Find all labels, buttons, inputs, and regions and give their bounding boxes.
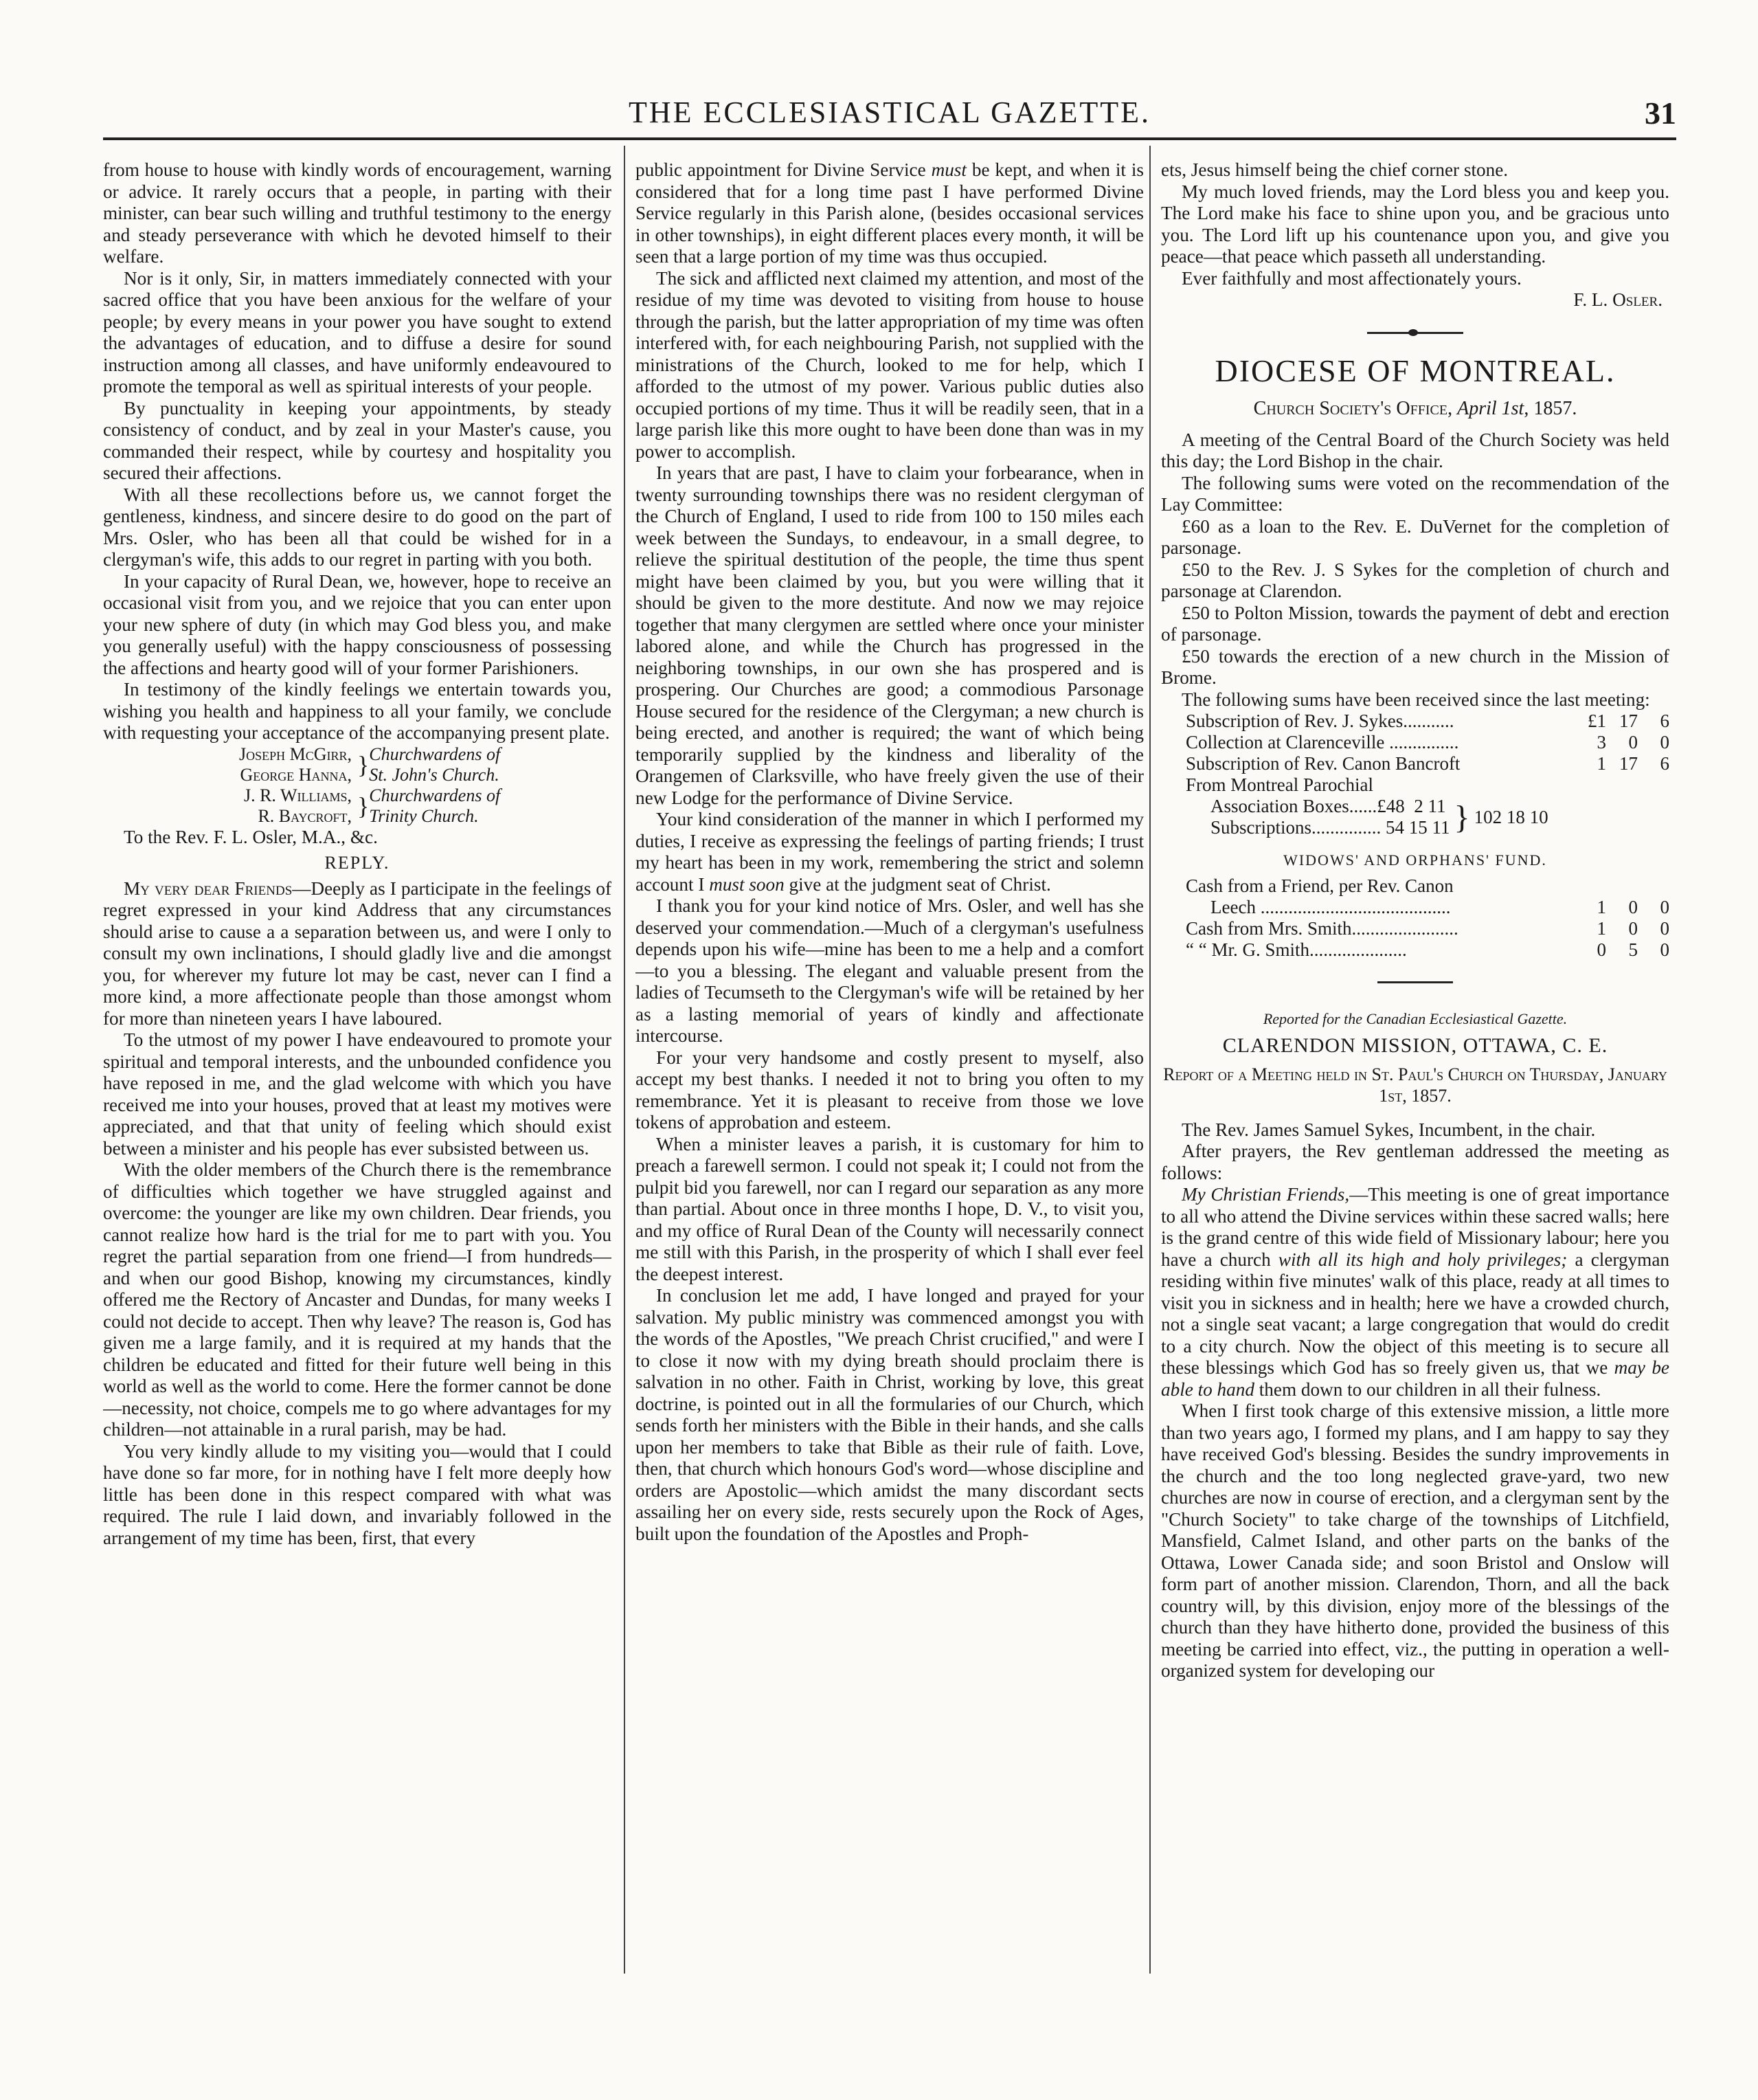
paragraph (1161, 1184, 1669, 1400)
pence: 6 (1660, 711, 1669, 731)
paragraph: I thank you for your kind notice of Mrs. Osler, and well has she deserved your commendation.—Much of a clergyman's usefulness depends upon his wife—mine has been to me a help and a comfort—to you a blessing. The elegant and valuable present from the ladies of Tecumseth to the Clergyman's wife will be retained by her as a lasting memorial of years of kindly and affectionate intercourse. (635, 895, 1144, 1046)
brace: } (357, 792, 370, 820)
paragraph: In years that are past, I have to claim your forbearance, when in twenty surrounding townships there was no resident clergyman of the Church of England, I used to ride from 100 to 150 miles each week between the Sundays, to endeavour, in a small degree, to relieve the spiritual destitution of the people, the time thus spent might have been claimed by you, but you were willing that it should be given to the more destitute. And now we may rejoice together that many clergymen are settled where once your minister labored alone, and while the Church has progressed in the neighboring townships, in our own she has prospered and is prospering. Our Churches are good; a commodious Parsonage House secured for the residence of the Clergyman; a new church is being erected, and another is required; the want of which being temporarily supplied by the kindness and liberality of the Orangemen of Clarksville, who have freely given the use of their new Lodge for the performance of Divine Service. (635, 462, 1144, 808)
text: —This meeting is one of great importance to all who attend the Divine services within these sacred walls; here is the grand centre of this wide field of Missionary labour; here you have a church (1161, 1184, 1669, 1270)
paragraph: A meeting of the Central Board of the Church Society was held this day; the Lord Bishop in the chair. (1161, 429, 1669, 471)
receipt-label: Association Boxes......£48 (1210, 796, 1405, 816)
pence: 0 (1660, 896, 1669, 917)
table-row (1161, 711, 1669, 732)
paragraph: The following sums have been received since the last meeting: (1182, 689, 1650, 710)
signatory-role: Churchwardens of (369, 785, 501, 805)
section-heading: DIOCESE OF MONTREAL. (1215, 353, 1616, 388)
paragraph: When I first took charge of this extensive mission, a little more than two years ago, I formed my plans, and I am happy to say they have received God's blessing. Besides the sundry improvements in the church and the too long neglected grave-yard, two new churches are now in course of erection, and a clergyman sent by the "Church Society" to take charge of the townships of Litchfield, Mansfield, Calmet Island, and other parts on the banks of the Ottawa, Lower Canada side; and soon Bristol and Onslow will form part of another mission. Clarendon, Thorn, and all the back country will, by this division, enjoy more of the blessings of the church than they have hitherto done, provided the business of this meeting be carried into effect, viz., the putting in operation a well-organized system for developing our (1161, 1400, 1669, 1681)
shillings: 17 (1619, 711, 1638, 731)
signatory-role: Churchwardens of (369, 744, 501, 764)
paragraph (103, 878, 611, 1030)
receipt-label: Collection at Clarenceville ............... (1186, 732, 1459, 752)
report-subheading: Report of a Meeting held in St. Paul's Church on Thursday, January 1st, 1857. (1163, 1064, 1667, 1106)
paragraph: In your capacity of Rural Dean, we, however, hope to receive an occasional visit from you, and we rejoice that you can enter upon your new sphere of duty (in which may God bless you, and make you generally useful) with the happy consciousness of possessing the affections and hearty good will of your former Parishioners. (103, 570, 611, 678)
paragraph: My much loved friends, may the Lord bless you and keep you. The Lord make his face to shine upon you, and be gracious unto you. The Lord lift up his countenance upon you, and give you peace—that peace which passeth all understanding. (1161, 181, 1669, 267)
dateline-office: Church Society's Office, (1253, 398, 1458, 419)
emphasis: may be able to hand (1161, 1357, 1669, 1400)
column-3 (1161, 159, 1669, 1974)
pounds: 0 (1597, 939, 1606, 960)
receipt-label: Cash from Mrs. Smith....................... (1186, 917, 1458, 939)
pence: 0 (1660, 732, 1669, 752)
brace: } (1454, 798, 1470, 836)
paragraph: After prayers, the Rev gentleman addressed the meeting as follows: (1161, 1141, 1669, 1183)
shillings: 2 (1414, 796, 1423, 816)
receipt-label: Subscription of Rev. Canon Bancroft (1186, 753, 1461, 774)
receipts-table (1161, 711, 1669, 796)
masthead (103, 95, 1676, 136)
paragraph (635, 159, 1144, 268)
paragraph: £50 towards the erection of a new church in the Mission of Brome. (1161, 645, 1669, 688)
signatory-name: George Hanna, (240, 764, 352, 785)
pence: 11 (1432, 817, 1450, 838)
newspaper-title: THE ECCLESIASTICAL GAZETTE. (628, 96, 1151, 129)
pounds: 1 (1597, 753, 1606, 774)
table-row (1161, 774, 1669, 796)
receipt-label: Leech ......................................... (1210, 896, 1451, 917)
pence: 6 (1660, 753, 1669, 774)
pounds: 3 (1597, 732, 1606, 752)
column-rule-1 (624, 146, 625, 1974)
paragraph (635, 809, 1144, 895)
signatory-name: J. R. Williams, (243, 785, 352, 805)
pounds: £1 (1588, 711, 1606, 731)
shillings: 5 (1628, 939, 1638, 960)
signatory-name: Joseph McGirr, (238, 744, 352, 764)
byline: Reported for the Canadian Ecclesiastical Gazette. (1263, 1009, 1568, 1027)
signatory-role: Trinity Church. (369, 805, 479, 826)
page-number: 31 (1645, 96, 1676, 131)
pence: 0 (1660, 917, 1669, 939)
section-divider (1377, 981, 1453, 987)
column-1 (103, 159, 611, 1974)
dateline-date: April 1st (1457, 398, 1524, 419)
widows-table (1161, 875, 1669, 961)
table-row (1161, 939, 1669, 961)
shillings: 0 (1628, 896, 1638, 917)
signatories-table (103, 744, 611, 827)
emphasis: must soon (709, 873, 785, 895)
column-2 (635, 159, 1144, 1974)
addressee: To the Rev. F. L. Osler, M.A., &c. (124, 826, 378, 847)
paragraph: To the utmost of my power I have endeavoured to promote your spiritual and temporal interests, and the unbounded confidence you have reposed in me, and the glad welcome with which you have received me into your houses, proved that at least my motives were appreciated, and that that unity of feeling which should exist between a minister and his people has ever subsisted between us. (103, 1029, 611, 1159)
paragraph: In testimony of the kindly feelings we entertain towards you, wishing you health and happiness to all your family, we conclude with requesting your acceptance of the accompanying present plate. (103, 679, 611, 743)
table-row (1161, 753, 1669, 774)
signature: F. L. Osler. (1573, 289, 1663, 310)
pounds: 1 (1597, 896, 1606, 917)
sub-item (1210, 796, 1450, 817)
paragraph: £60 as a loan to the Rev. E. DuVernet for the completion of parsonage. (1161, 515, 1669, 558)
salutation: My very dear Friends (124, 878, 293, 899)
receipt-label: From Montreal Parochial (1186, 774, 1373, 795)
paragraph: By punctuality in keeping your appointments, by steady consistency of conduct, and by zeal in your Master's cause, you commanded their respect, while by courtesy and hospitality you secured their affections. (103, 397, 611, 483)
signatory-role: St. John's Church. (369, 764, 499, 785)
emphasis: with all its high and holy privileges; (1278, 1249, 1568, 1270)
text: public appointment for Divine Service (635, 159, 932, 180)
emphasis: must (931, 159, 967, 180)
text: a clergyman residing within five minutes' walk of this place, ready at all times to visit you in sickness and in health; here we have a crowded church, not a single seat vacant; a large congregation that would do credit to a city church. Now the object of this meeting is to secure all these blessings which God has so freely given us, that we (1161, 1249, 1669, 1378)
paragraph: The Rev. James Samuel Sykes, Incumbent, in the chair. (1182, 1119, 1596, 1140)
dateline-year: , 1857. (1524, 398, 1577, 419)
pence: 11 (1428, 796, 1446, 816)
table-row (1161, 875, 1669, 897)
paragraph: For your very handsome and costly present to myself, also accept my best thanks. I needed it not to bring you often to my remembrance. Yet it is pleasant to receive from those we love tokens of approbation and esteem. (635, 1047, 1144, 1132)
sub-item (1210, 817, 1450, 838)
paragraph: Nor is it only, Sir, in matters immediately connected with your sacred office that you have been anxious for the welfare of your people; by every means in your power you have sought to extend the advantages of education, and to diffuse a desire for sound instruction among all classes, and have uniformly endeavoured to promote the temporal as well as spiritual interests of your people. (103, 267, 611, 396)
section-divider (1367, 332, 1463, 338)
section-heading: CLARENDON MISSION, OTTAWA, C. E. (1222, 1034, 1608, 1057)
brace: } (357, 750, 370, 779)
paragraph: In conclusion let me add, I have longed and prayed for your salvation. My public ministry was commenced amongst you with the words of the Apostles, "We preach Christ crucified," and were I to close it now with my dying breath should proclaim there is salvation in no other. Faith in Christ, working by love, this great doctrine, is pointed out in all the formularies of our Church, which sends forth her ministers with the Bible in their hands, and she calls upon her members to take that Bible as their rule of faith. Love, then, that church which honours God's word—whose discipline and orders are Apostolic—which amidst the many discordant sects assailing her on every side, rests securely upon the Rock of Ages, built upon the foundation of the Apostles and Proph- (635, 1285, 1144, 1544)
receipt-label: Subscription of Rev. J. Sykes........... (1186, 711, 1454, 731)
fund-heading: WIDOWS' AND ORPHANS' FUND. (1283, 851, 1547, 869)
montreal-sub-items (1161, 796, 1450, 838)
paragraph: With all these recollections before us, we cannot forget the gentleness, kindness, and sincere desire to do good on the part of Mrs. Osler, who has been all that could be wished for in a clergyman's wife, this adds to our regret in parting with you both. (103, 484, 611, 570)
paragraph: The following sums were voted on the recommendation of the Lay Committee: (1161, 472, 1669, 515)
table-row (1161, 897, 1669, 918)
reply-heading: REPLY. (324, 853, 390, 873)
shillings: 0 (1628, 732, 1638, 752)
paragraph: When a minister leaves a parish, it is customary for him to preach a farewell sermon. I could not speak it; I could not from the pulpit bid you farewell, nor can I regard our separation as any more than partial. About once in three months I hope, D. V., to visit you, and my office of Rural Dean of the County will necessarily connect me still with this Parish, in the prosperity of which I shall ever feel the deepest interest. (635, 1133, 1144, 1284)
shillings: 17 (1619, 753, 1638, 774)
text: them down to our children in all their fulness. (1254, 1378, 1601, 1400)
paragraph: ets, Jesus himself being the chief corner stone. (1161, 159, 1509, 180)
text: Your kind consideration of the manner in which I performed my duties, I receive as expressing the feelings of parting friends; I trust my heart has been in my work, remembering the strict and solemn account I (635, 809, 1144, 895)
shillings: 0 (1628, 917, 1638, 939)
column-rule-2 (1149, 146, 1151, 1974)
signatory-name: R. Baycroft, (258, 805, 352, 826)
pence: 0 (1660, 939, 1669, 960)
text: be kept, and when it is considered that for a long time past I have performed Divine Service regularly in this Parish alone, (besides occasional services in other townships), in eight different places every month, it will be seen that a large portion of my time was thus occupied. (635, 159, 1144, 267)
text: give at the judgment seat of Christ. (784, 873, 1051, 895)
receipt-label: “ “ Mr. G. Smith..................... (1186, 939, 1407, 960)
paragraph: Ever faithfully and most affectionately yours. (1182, 267, 1522, 289)
shillings: 15 (1408, 817, 1428, 838)
paragraph: £50 to Polton Mission, towards the payment of debt and erection of parsonage. (1161, 602, 1669, 645)
montreal-receipts (1161, 796, 1669, 838)
paragraph: £50 to the Rev. J. S Sykes for the completion of church and parsonage at Clarendon. (1161, 559, 1669, 601)
header-rule (103, 137, 1676, 140)
paragraph: With the older members of the Church there is the remembrance of difficulties which together we have struggled against and overcome: the younger are like my own children. Dear friends, you cannot realize how hard is the trial for me to part with you. You regret the partial separation from one friend—I from hundreds—and when our good Bishop, knowing my circumstances, kindly offered me the Rectory of Ancaster and Dundas, for many weeks I could not decide to accept. Then why leave? The reason is, God has given me a large family, and it is required at my hands that the children be educated and fitted for their future well being in this world as well as the world to come. Here the former cannot be done—necessity, not choice, compels me to go where advantages for my children—not attainable in a rural parish, may be had. (103, 1159, 611, 1440)
table-row (1161, 918, 1669, 939)
paragraph: The sick and afflicted next claimed my attention, and most of the residue of my time was devoted to visiting from house to house through the parish, but the latter appropriation of my time was often interfered with, for each neighbouring Parish, not supplied with the ministrations of the Church, looked to me for help, which I afforded to the utmost of my power. Various public duties also occupied portions of my time. Thus it will be readily seen, that in a large parish like this more ought to have been done than was in my power to accomplish. (635, 267, 1144, 462)
receipt-label: Cash from a Friend, per Rev. Canon (1186, 875, 1454, 896)
salutation: My Christian Friends, (1182, 1184, 1350, 1205)
pounds: 1 (1597, 917, 1606, 939)
total: 102 18 10 (1474, 806, 1548, 827)
paragraph-text: —Deeply as I participate in the feelings of regret expressed in your kind Address that any circumstances should arise to cause a a separation between us, and were I only to consult my own inclinations, I should gladly live and die amongst you, for wherever my future lot may be cast, never can I find a more kind, a more affectionate people than those amongst whom for more than nineteen years I have laboured. (103, 878, 611, 1029)
paragraph: You very kindly allude to my visiting you—would that I could have done so far more, for in nothing have I felt more deeply how little has been done in this respect compared with what was required. The rule I laid down, and invariably followed in the arrangement of my time has been, first, that every (103, 1440, 611, 1548)
pounds: 54 (1386, 817, 1405, 838)
dateline (1161, 398, 1669, 420)
table-row (1161, 732, 1669, 753)
paragraph: from house to house with kindly words of encouragement, warning or advice. It rarely occurs that a people, in parting with their minister, can bear such willing and truthful testimony to the energy and steady perseverance with which he devoted himself to their welfare. (103, 159, 611, 267)
receipt-label: Subscriptions............... (1210, 817, 1382, 838)
